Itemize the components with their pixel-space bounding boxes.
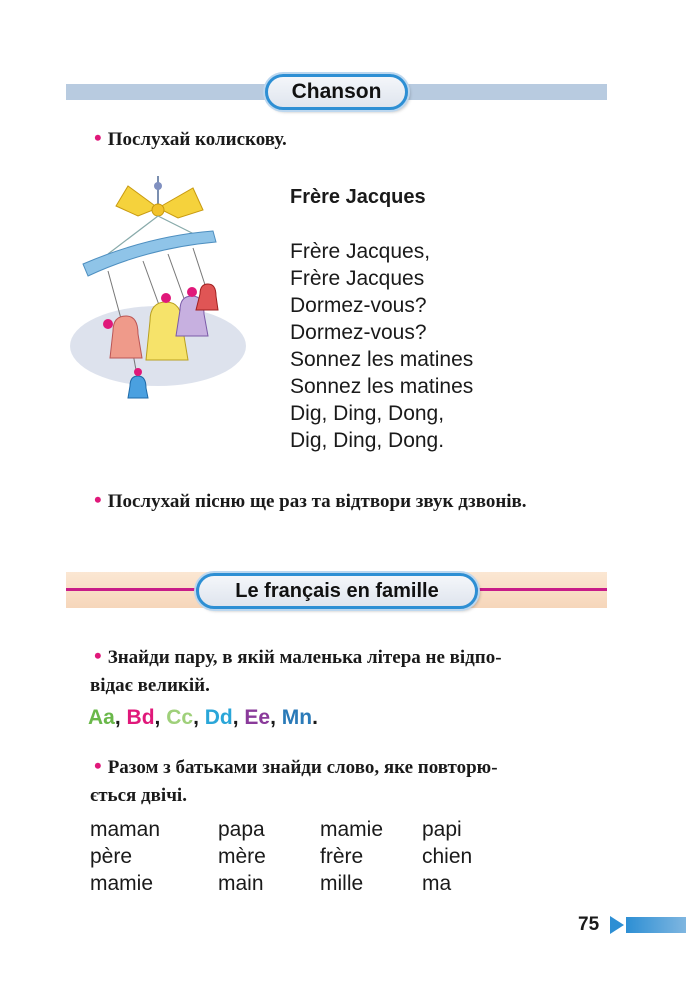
word: mille [320, 872, 364, 895]
letter-separator: , [270, 706, 282, 729]
letter-pair: Aa [88, 706, 115, 729]
bullet-dot: • [94, 487, 102, 512]
letter-pair: Mn [281, 706, 313, 729]
lyric-line: Dig, Ding, Dong, [290, 402, 445, 425]
page-bar [626, 917, 686, 933]
letter-pairs [88, 706, 318, 730]
instruction-find-word [90, 752, 606, 810]
word: mamie [90, 872, 154, 895]
instruction-repeat-bells-text: Послухай пісню ще раз та відтвори звук дзвонів. [107, 491, 527, 512]
lyric-line: Dormez-vous? [290, 321, 427, 344]
lyric-line: Dormez-vous? [290, 294, 427, 317]
section-title-chanson-text: Chanson [291, 80, 382, 103]
section-title-famille [196, 573, 478, 609]
lyric-line: Frère Jacques, [290, 240, 431, 263]
instruction-find-pair [90, 642, 606, 700]
letter-separator: , [232, 706, 245, 729]
song-title: Frère Jacques [290, 186, 426, 208]
lyric-line: Frère Jacques [290, 267, 425, 290]
bullet-dot: • [94, 753, 102, 778]
instruction-find-pair-line2: відає великій. [90, 675, 210, 696]
word: maman [90, 818, 161, 841]
lyric-line: Sonnez les matines [290, 348, 474, 371]
bullet-dot: • [94, 643, 102, 668]
page-arrow-icon [610, 916, 624, 934]
lyric-line: Sonnez les matines [290, 375, 474, 398]
letter-separator: . [312, 706, 318, 729]
letter-pair: Bd [126, 706, 155, 729]
word: ma [422, 872, 452, 895]
letter-pair: Ee [244, 706, 271, 729]
instruction-repeat-bells [94, 486, 606, 516]
letter-separator: , [114, 706, 127, 729]
word: mamie [320, 818, 384, 841]
section-title-famille-text: Le français en famille [235, 579, 439, 602]
word: papi [422, 818, 462, 841]
instruction-find-pair-line1-text: Знайди пару, в якій маленька літера не відпо- [107, 647, 502, 668]
instruction-find-pair-line1 [94, 642, 606, 672]
word: mère [218, 845, 266, 868]
word: main [218, 872, 264, 895]
word-grid [90, 816, 522, 897]
section-title-chanson [265, 74, 408, 110]
word: papa [218, 818, 265, 841]
instruction-find-word-line1-text: Разом з батьками знайди слово, яке повторю- [107, 757, 498, 778]
instruction-find-word-line2: ється двічі. [90, 785, 187, 806]
instruction-listen-lullaby-text: Послухай колискову. [107, 129, 287, 150]
word: frère [320, 845, 364, 868]
letter-pair: Dd [204, 706, 233, 729]
bullet-dot: • [94, 125, 102, 150]
page-number: 75 [578, 914, 600, 935]
instruction-listen-lullaby [94, 124, 287, 154]
letter-separator: , [154, 706, 167, 729]
lyric-line: Dig, Ding, Dong. [290, 429, 445, 452]
letter-pair: Cc [166, 706, 194, 729]
song-lyrics [290, 238, 473, 454]
letter-separator: , [193, 706, 205, 729]
bell-mobile-illustration [68, 176, 248, 426]
instruction-find-word-line1 [94, 752, 606, 782]
word: père [90, 845, 133, 868]
word: chien [422, 845, 473, 868]
